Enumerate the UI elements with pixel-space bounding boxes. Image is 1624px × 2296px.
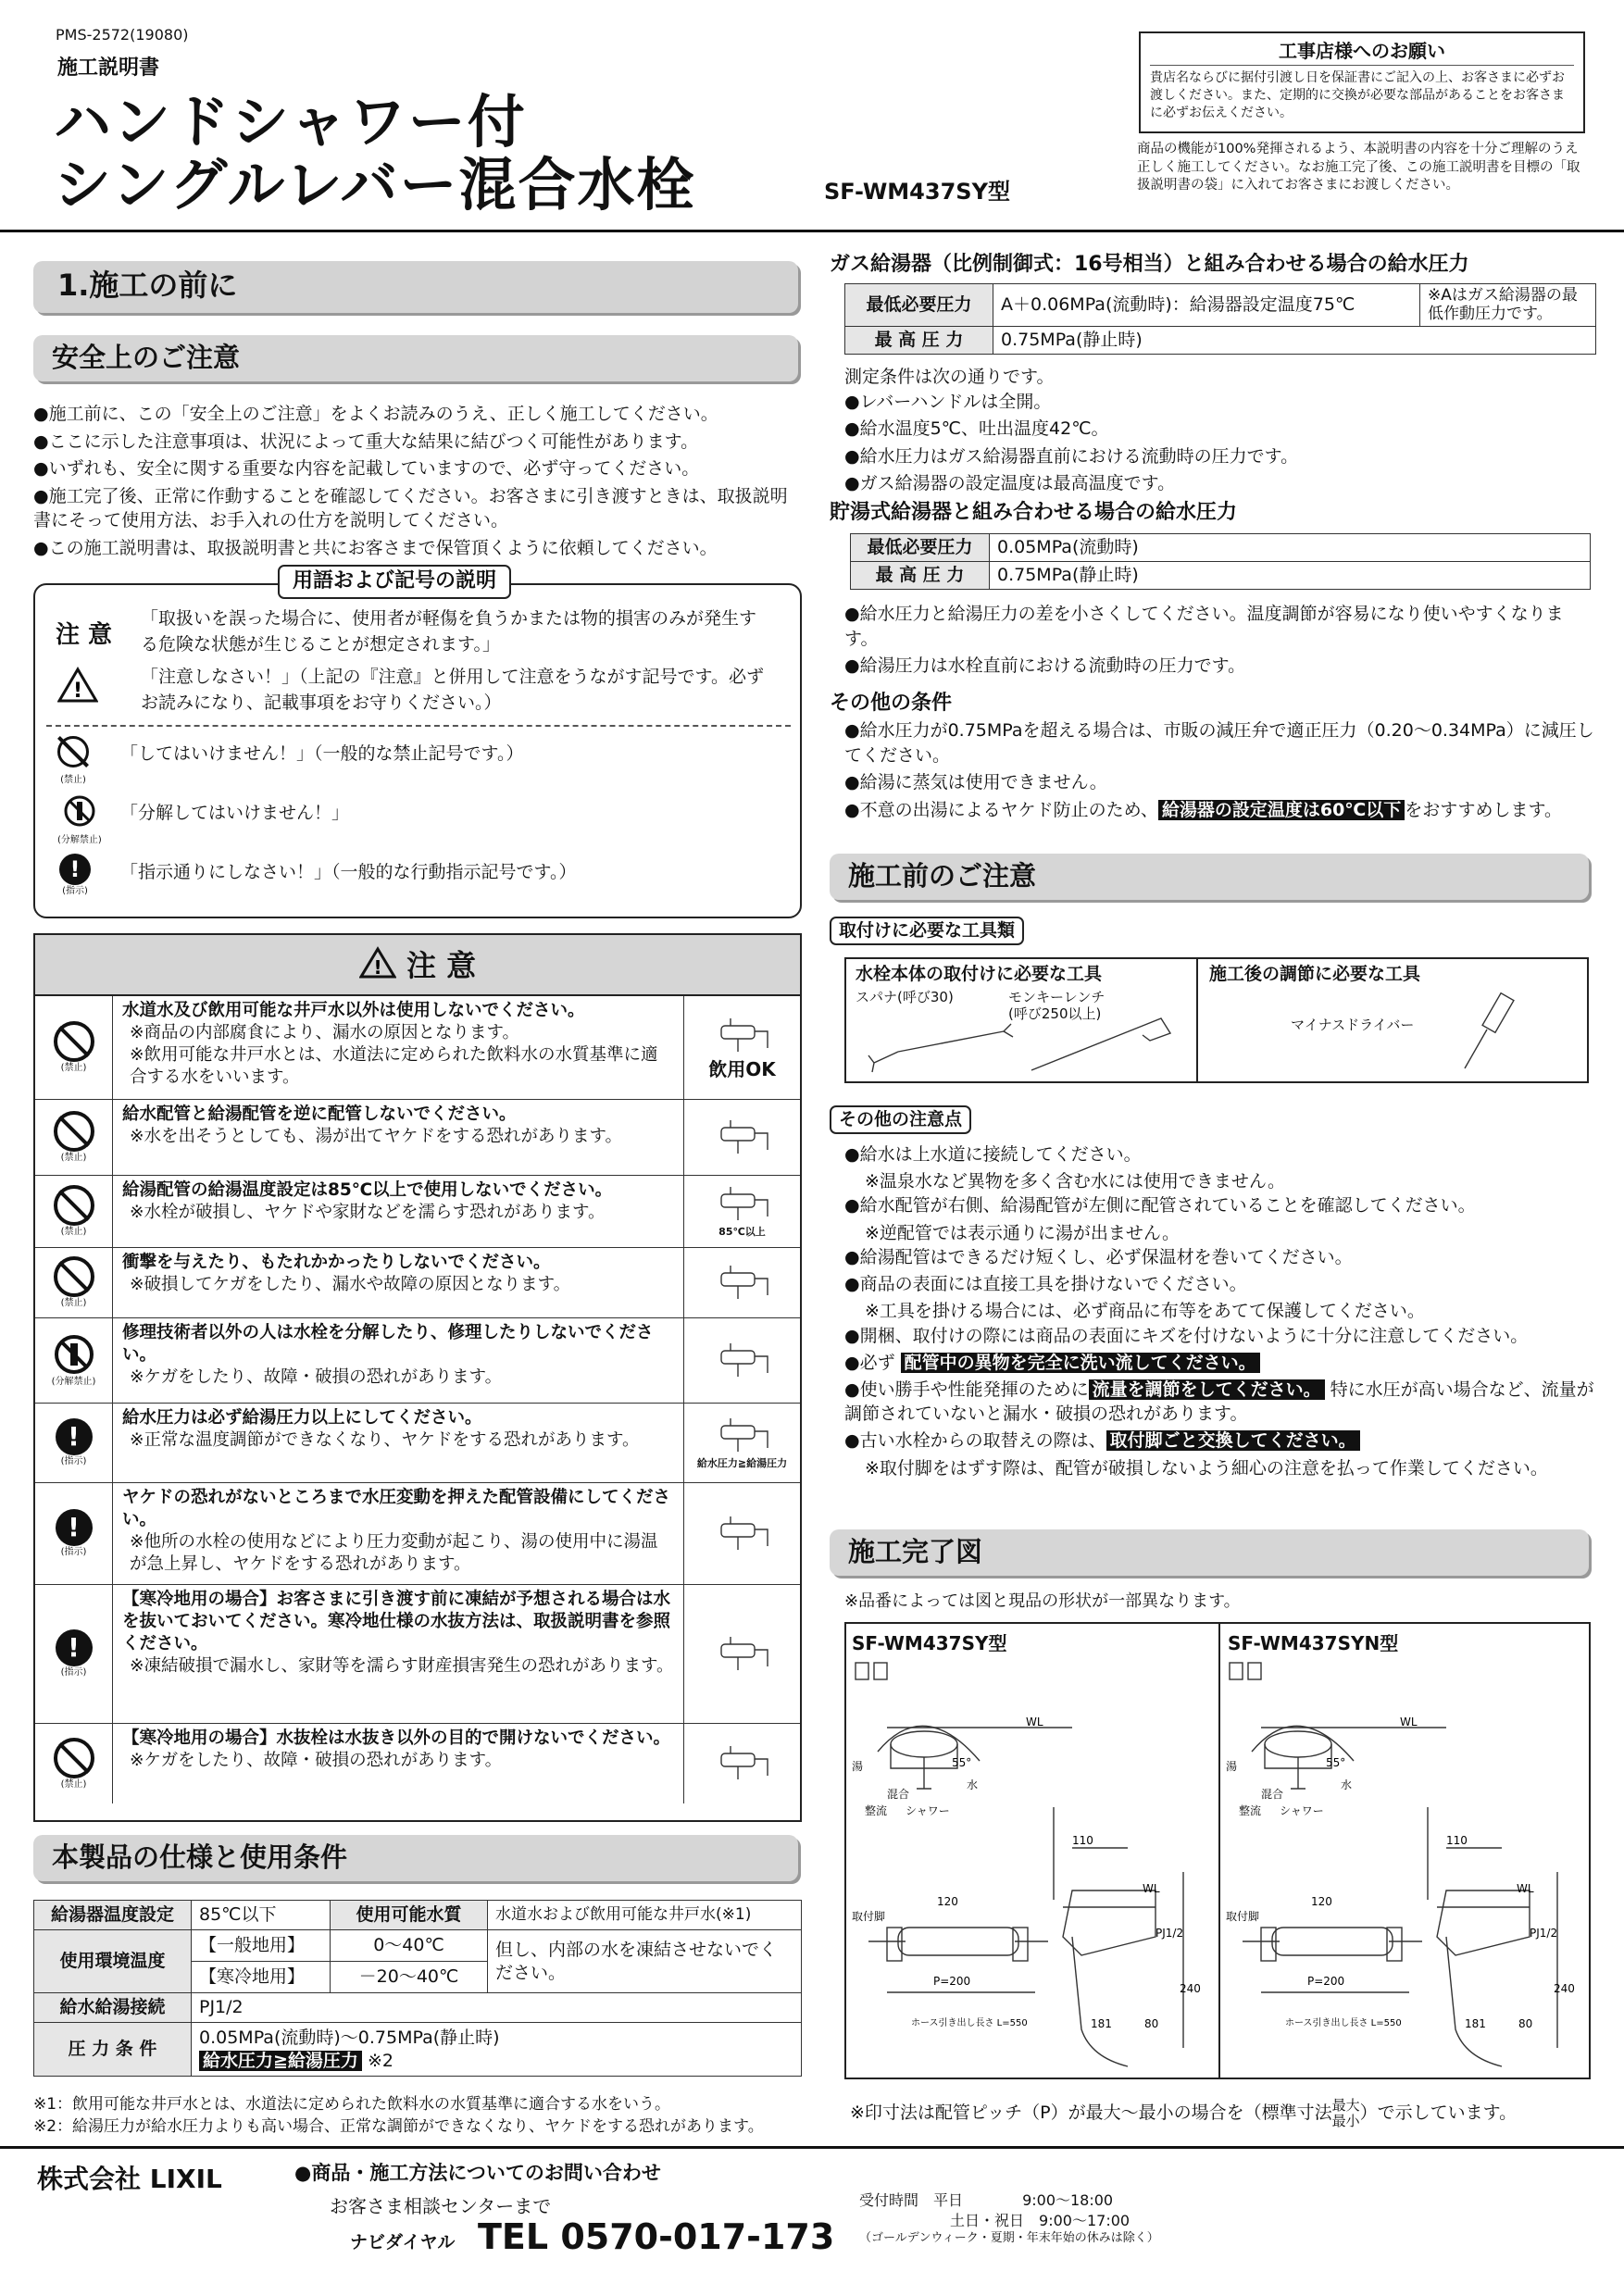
faucet-drawing xyxy=(850,1659,1218,2076)
faucet-illustration xyxy=(683,1404,800,1482)
text: ※印寸法は配管ピッチ（P）が最大～最小の場合を（標準寸法 xyxy=(850,2103,1332,2123)
caution-bold: 給湯配管の給湯温度設定は85℃以上で使用しないでください。 xyxy=(122,1180,613,1200)
faucet-drawing xyxy=(1224,1659,1593,2076)
dim-label: シャワー xyxy=(906,1804,950,1817)
dim-label: シャワー xyxy=(1280,1804,1324,1817)
doc-code: PMS-2572(19080) xyxy=(56,26,189,44)
request-box xyxy=(1139,31,1585,133)
other-cond-item: ● 給水圧力が0.75MPaを超える場合は、市販の減圧弁で適正圧力（0.20～0.34MPa）に減圧してください。 xyxy=(844,718,1594,767)
icon-caption: (指示) xyxy=(60,1667,87,1678)
instruct-icon: ! (指示) xyxy=(59,854,91,897)
caution-note: ※正常な温度調節ができなくなり、ヤケドをする恐れがあります。 xyxy=(130,1430,640,1451)
dim-label: 混合 xyxy=(887,1788,910,1801)
caution-word: 注 意 xyxy=(56,621,113,649)
highlight: 給湯器の設定温度は60℃以下 xyxy=(1158,800,1405,820)
note-sub: ※取付脚をはずす際は、配管が破損しないよう細心の注意を払って作業してください。 xyxy=(865,1457,1548,1479)
tools-tag: 取付けに必要な工具類 xyxy=(830,917,1024,945)
caution-bold: 水道水及び飲用可能な井戸水以外は使用しないでください。 xyxy=(122,1001,585,1020)
illustration-label: 給水圧力≧給湯圧力 xyxy=(696,1457,788,1470)
spec-heading: 本製品の仕様と使用条件 xyxy=(33,1835,798,1881)
completion-note: ※品番によっては図と現品の形状が一部異なります。 xyxy=(844,1591,1241,1611)
left-model: SF-WM437SY型 xyxy=(852,1632,1007,1654)
storage-note: ● 給水圧力と給湯圧力の差を小さくしてください。温度調節が容易になり使いやすくなります。 xyxy=(844,602,1594,651)
footer-divider xyxy=(0,2146,1624,2149)
prohibit-definition: 「してはいけません！」（一般的な禁止記号です。） xyxy=(120,743,524,764)
gas-max-value: 0.75MPa(静止時) xyxy=(993,327,1596,355)
pressure-range: 0.05MPa(流動時)～0.75MPa(静止時) xyxy=(199,2027,500,2048)
spec-cell: 圧 力 条 件 xyxy=(34,2023,192,2077)
hours-label: 受付時間 xyxy=(859,2191,919,2209)
request-note: 商品の機能が100%発揮されるよう、本説明書の内容を十分ご理解のうえ正しく施工してください。なお施工完了後、この施工説明書を目標の「取扱説明書の袋」に入れてお客さまにお渡しください。 xyxy=(1137,142,1580,193)
other-notes-list xyxy=(844,1142,1594,1480)
storage-heading: 貯湯式給湯器と組み合わせる場合の給水圧力 xyxy=(830,501,1238,524)
request-title: 工事店様へのお願い xyxy=(1150,39,1574,66)
storage-notes xyxy=(844,602,1594,681)
faucet-illustration xyxy=(683,1318,800,1403)
spec-cell: 85℃以下 xyxy=(192,1901,331,1930)
dim-label: 120 xyxy=(937,1895,958,1908)
spec-cell: 0～40℃ xyxy=(331,1930,488,1962)
dim-label: 取付脚 xyxy=(852,1910,886,1923)
dim-min: 最小 xyxy=(1331,2112,1360,2129)
completion-heading: 施工完了図 xyxy=(830,1529,1589,1576)
text: 使い勝手や性能発揮のために xyxy=(859,1379,1089,1400)
faucet-illustration xyxy=(683,1100,800,1175)
caution-note: ※破損してケガをしたり、漏水や故障の原因となります。 xyxy=(130,1275,571,1295)
dim-label: WL xyxy=(1143,1882,1160,1895)
dim-label: 240 xyxy=(1554,1982,1575,1995)
dim-label: 混合 xyxy=(1261,1788,1284,1801)
caution-note: ※ケガをしたり、故障・破損の恐れがあります。 xyxy=(130,1751,503,1771)
caution-note: ※水を出そうとしても、湯が出てヤケドをする恐れがあります。 xyxy=(130,1127,623,1147)
safety-item: ● いずれも、安全に関する重要な内容を記載していますので、必ず守ってください。 xyxy=(33,456,802,481)
caution-text xyxy=(113,1318,683,1403)
screwdriver-icon xyxy=(1439,987,1550,1079)
dim-label: WL xyxy=(1400,1716,1418,1728)
dim-label: 整流 xyxy=(1239,1804,1262,1817)
dim-label: 水 xyxy=(1341,1778,1353,1791)
dim-label: PJ1/2 xyxy=(1156,1927,1184,1940)
gas-cond: ● 給水圧力はガス給湯器直前における流動時の圧力です。 xyxy=(844,444,1298,469)
note-item xyxy=(844,1429,1594,1453)
note-sub: ※工具を掛ける場合には、必ず商品に布等をあてて保護してください。 xyxy=(865,1301,1425,1322)
highlight: 取付脚ごと交換してください。 xyxy=(1106,1430,1360,1451)
instruct-icon: ! (指示) xyxy=(35,1585,113,1723)
dim-label: 110 xyxy=(1446,1834,1468,1847)
caution-definition: 「取扱いを誤った場合に、使用者が軽傷を負うかまたは物的損害のみが発生する危険な状態が生じることが想定されます。」 xyxy=(141,608,757,655)
note-item: ● 給水配管が右側、給湯配管が左側に配管されていることを確認してください。 xyxy=(844,1193,1594,1217)
dim-label: 80 xyxy=(1518,2017,1533,2030)
gas-cond: ● レバーハンドルは全開。 xyxy=(844,390,1298,415)
gas-cond-intro: 測定条件は次の通りです。 xyxy=(844,367,1055,387)
tools-left-title: 水栓本体の取付けに必要な工具 xyxy=(856,964,1103,984)
dim-label: ホース引き出し長さ L=550 xyxy=(911,2018,1028,2028)
dim-label: 120 xyxy=(1311,1895,1332,1908)
company-name: 株式会社 LIXIL xyxy=(37,2164,222,2194)
navi-dial: ナビダイヤル xyxy=(350,2232,456,2252)
caution-text xyxy=(113,996,683,1099)
dim-label: 整流 xyxy=(865,1804,888,1817)
svg-text:!: ! xyxy=(373,956,382,979)
storage-max-value: 0.75MPa(静止時) xyxy=(990,562,1591,590)
caution-text xyxy=(113,1100,683,1175)
note-item: ● 給湯配管はできるだけ短くし、必ず保温材を巻いてください。 xyxy=(844,1245,1594,1269)
icon-caption: (禁止) xyxy=(60,1063,87,1073)
weekday-time: 9:00～18:00 xyxy=(1022,2191,1114,2209)
text: 必ず xyxy=(859,1352,895,1373)
caution-row xyxy=(35,996,800,1100)
dim-label: WL xyxy=(1517,1882,1534,1895)
spec-cell: －20～40℃ xyxy=(331,1962,488,1993)
dim-label: 取付脚 xyxy=(1226,1910,1260,1923)
faucet-illustration xyxy=(683,1483,800,1584)
pressure-cell xyxy=(192,2023,802,2077)
dim-max: 最大 xyxy=(1331,2097,1360,2114)
caution-bold: 【寒冷地用の場合】水抜栓は水抜き以外の目的で開けないでください。 xyxy=(122,1728,671,1748)
prohibit-caption: (禁止) xyxy=(60,774,86,785)
weekend-label: 土日・祝日 xyxy=(950,2211,1025,2229)
caution-row xyxy=(35,1404,800,1483)
spec-cell: 但し、内部の水を凍結させないでください。 xyxy=(488,1930,802,1993)
spec-cell: 【寒冷地用】 xyxy=(192,1962,331,1993)
text: 特に水圧が高い場合など、流量が調節されていないと漏水・破損の恐れがあります。 xyxy=(844,1379,1594,1425)
disassemble-definition: 「分解してはいけません！」 xyxy=(120,803,350,823)
note-item: ● 商品の表面には直接工具を掛けないでください。 xyxy=(844,1272,1594,1296)
caution-note: ※水栓が破損し、ヤケドや家財などを濡らす恐れがあります。 xyxy=(130,1203,606,1223)
pre-install-heading: 施工前のご注意 xyxy=(830,854,1589,900)
dim-label: 240 xyxy=(1180,1982,1201,1995)
instruct-definition: 「指示通りにしなさい！」（一般的な行動指示記号です。） xyxy=(120,862,577,882)
safety-item: ● 施工完了後、正常に作動することを確認してください。お客さまに引き渡すときは、取扱説明書にそって使用方法、お手入れの仕方を説明してください。 xyxy=(33,484,802,533)
caution-bold: 衝撃を与えたり、もたれかかったりしないでください。 xyxy=(122,1253,551,1272)
caution-row xyxy=(35,1483,800,1585)
triangle-definition: 「注意しなさい！」（上記の『注意』と併用して注意をうながす記号です。必ずお読みになり、記載事項をお守りください。） xyxy=(141,667,764,713)
gas-min-value: A＋0.06MPa(流動時)：給湯器設定温度75℃ xyxy=(993,284,1420,327)
faucet-illustration xyxy=(683,1585,800,1723)
gas-min-note: ※Aはガス給湯器の最低作動圧力です。 xyxy=(1420,284,1596,327)
completion-diagram-box xyxy=(844,1622,1591,2079)
caution-row xyxy=(35,1318,800,1404)
caution-text xyxy=(113,1248,683,1317)
tools-right-title: 施工後の調節に必要な工具 xyxy=(1209,964,1421,984)
warning-triangle-icon xyxy=(57,667,98,710)
prohibit-icon xyxy=(35,996,113,1099)
spec-cell: 使用可能水質 xyxy=(331,1901,488,1930)
safety-item: ● 施工前に、この「安全上のご注意」をよくお読みのうえ、正しく施工してください。 xyxy=(33,402,802,427)
spec-notes xyxy=(33,2094,811,2139)
dim-label: PJ1/2 xyxy=(1530,1927,1558,1940)
dimension-note xyxy=(850,2098,1517,2128)
prohibit-icon xyxy=(35,1176,113,1247)
note-item: ● 開梱、取付けの際には商品の表面にキズを付けないように十分に注意してください。 xyxy=(844,1324,1594,1348)
caution-row xyxy=(35,1248,800,1318)
text: 古い水栓からの取替えの際は、 xyxy=(859,1430,1106,1452)
safety-item: ● ここに示した注意事項は、状況によって重大な結果に結びつく可能性があります。 xyxy=(33,430,802,455)
spec-cell: 使用環境温度 xyxy=(34,1930,192,1993)
business-hours xyxy=(859,2190,1211,2247)
dim-label: 181 xyxy=(1091,2017,1112,2030)
title-line1: ハンドシャワー付 xyxy=(54,88,527,156)
tools-box xyxy=(844,957,1589,1083)
faucet-illustration xyxy=(683,1176,800,1247)
highlight: 配管中の異物を完全に洗い流してください。 xyxy=(901,1353,1260,1373)
gas-cond: ● ガス給湯器の設定温度は最高温度です。 xyxy=(844,471,1298,496)
icon-caption: (禁止) xyxy=(60,1153,87,1163)
dim-label: 110 xyxy=(1072,1834,1093,1847)
spec-cell: 水道水および飲用可能な井戸水(※1) xyxy=(488,1901,802,1930)
icon-caption: (禁止) xyxy=(60,1298,87,1308)
disassemble-icon xyxy=(57,794,102,846)
prohibit-icon xyxy=(35,1248,113,1317)
note-item: ● 給水は上水道に接続してください。 xyxy=(844,1142,1594,1167)
spec-note: ※1：飲用可能な井戸水とは、水道法に定められた飲料水の水質基準に適合する水をいう。 xyxy=(33,2095,671,2114)
caution-note: ※他所の水栓の使用などにより圧力変動が起こり、湯の使用中に湯温が急上昇し、ヤケドをする恐れがあります。 xyxy=(130,1532,658,1575)
spec-cell: 給水給湯接続 xyxy=(34,1993,192,2023)
caution-note: ※商品の内部腐食により、漏水の原因となります。 xyxy=(130,1023,520,1043)
prohibit-icon xyxy=(35,1100,113,1175)
page-title xyxy=(54,88,696,219)
center-line: お客さま相談センターまで xyxy=(330,2195,552,2217)
spec-note: ※2：給湯圧力が給水圧力よりも高い場合、正常な調節ができなくなり、ヤケドをする恐れがあります。 xyxy=(33,2116,764,2136)
note-sub: ※温泉水など異物を多く含む水には使用できません。 xyxy=(865,1171,1286,1192)
dim-label: 湯 xyxy=(1226,1760,1238,1773)
faucet-illustration xyxy=(683,1724,800,1803)
dim-label: 55° xyxy=(952,1756,972,1769)
note-item xyxy=(844,1351,1594,1375)
gas-conditions xyxy=(844,365,1298,499)
holiday-note: （ゴールデンウィーク・夏期・年末年始の休みは除く） xyxy=(859,2231,1159,2246)
header-divider xyxy=(0,230,1624,232)
caution-text xyxy=(113,1404,683,1482)
disassemble-icon xyxy=(35,1318,113,1403)
caution-note: ※飲用可能な井戸水とは、水道法に定められた飲料水の水質基準に適合する水をいいます。 xyxy=(130,1045,658,1088)
wrench-icon xyxy=(865,1015,1180,1079)
terms-title: 用語および記号の説明 xyxy=(278,565,511,599)
right-model: SF-WM437SYN型 xyxy=(1228,1632,1399,1654)
weekday-label: 平日 xyxy=(933,2191,964,2209)
storage-table xyxy=(850,533,1591,590)
caution-row xyxy=(35,1585,800,1724)
caution-row xyxy=(35,1100,800,1176)
caution-table-title: 注 意 xyxy=(406,948,477,983)
other-notes-tag: その他の注意点 xyxy=(830,1105,971,1134)
icon-caption: (禁止) xyxy=(60,1778,87,1790)
icon-caption: (指示) xyxy=(60,1547,87,1557)
doc-type: 施工説明書 xyxy=(57,56,160,80)
other-cond-item xyxy=(844,798,1594,823)
svg-text:!: ! xyxy=(72,680,83,703)
gas-min-label: 最低必要圧力 xyxy=(845,284,993,327)
icon-caption: (分解禁止) xyxy=(51,1377,96,1387)
storage-max-label: 最 高 圧 力 xyxy=(851,562,990,590)
text: をおすすめします。 xyxy=(1405,799,1562,820)
pressure-rule: 給水圧力≧給湯圧力 xyxy=(199,2051,362,2071)
dim-label: WL xyxy=(1026,1716,1043,1728)
terms-divider xyxy=(46,725,791,727)
phone-number: TEL 0570-017-173 xyxy=(478,2216,835,2257)
dim-label: 181 xyxy=(1465,2017,1486,2030)
spec-cell: 給湯器温度設定 xyxy=(34,1901,192,1930)
spanner-label: スパナ(呼び30) xyxy=(856,989,954,1005)
caution-text xyxy=(113,1176,683,1247)
caution-note: ※ケガをしたり、故障・破損の恐れがあります。 xyxy=(130,1367,503,1388)
caution-bold: 給水圧力は必ず給湯圧力以上にしてください。 xyxy=(122,1408,482,1428)
caution-row xyxy=(35,1176,800,1248)
model-number: SF-WM437SY型 xyxy=(824,179,1010,205)
caution-note: ※凍結破損で漏水し、家財等を濡らす財産損害発生の恐れがあります。 xyxy=(130,1656,674,1677)
other-cond-heading: その他の条件 xyxy=(830,692,953,715)
disassemble-caption: (分解禁止) xyxy=(57,834,102,845)
faucet-illustration xyxy=(683,1248,800,1317)
gas-table xyxy=(844,283,1596,355)
prohibit-icon xyxy=(35,1724,113,1803)
caution-bold: 給水配管と給湯配管を逆に配管しないでください。 xyxy=(122,1104,517,1124)
caution-rows xyxy=(35,996,800,1803)
dim-label: P=200 xyxy=(1307,1975,1345,1988)
spec-cell: PJ1/2 xyxy=(192,1993,802,2023)
note-sub: ※逆配管では表示通りに湯が出ません。 xyxy=(865,1222,1181,1243)
caution-text xyxy=(113,1483,683,1584)
dim-label: 80 xyxy=(1144,2017,1159,2030)
note-item xyxy=(844,1378,1594,1426)
caution-bold: 【寒冷地用の場合】お客さまに引き渡す前に凍結が予想される場合は水を抜いておいてください。寒冷地仕様の水抜方法は、取扱説明書を参照ください。 xyxy=(122,1590,671,1654)
monkey-wrench-label: モンキーレンチ(呼び250以上) xyxy=(1008,989,1106,1022)
illustration-label: 飲用OK xyxy=(708,1057,776,1080)
contact-line: ●商品・施工方法についてのお問い合わせ xyxy=(294,2162,661,2184)
faucet-illustration xyxy=(683,996,800,1099)
instruct-caption: (指示) xyxy=(62,886,88,896)
safety-item: ● この施工説明書は、取扱説明書と共にお客さまで保管頂くように依頼してください。 xyxy=(33,536,802,561)
caution-table xyxy=(33,933,802,1822)
gas-max-label: 最 高 圧 力 xyxy=(845,327,993,355)
safety-heading: 安全上のご注意 xyxy=(33,335,798,381)
gas-cond: ● 給水温度5℃、吐出温度42℃。 xyxy=(844,417,1298,442)
dim-label: 湯 xyxy=(852,1760,864,1773)
storage-note: ● 給湯圧力は水栓直前における流動時の圧力です。 xyxy=(844,654,1594,679)
storage-min-value: 0.05MPa(流動時) xyxy=(990,534,1591,562)
instruct-icon: ! (指示) xyxy=(35,1483,113,1584)
driver-label: マイナスドライバー xyxy=(1291,1017,1415,1033)
caution-text xyxy=(113,1724,683,1803)
caution-row xyxy=(35,1724,800,1803)
other-cond-item: ● 給湯に蒸気は使用できません。 xyxy=(844,770,1594,795)
dim-label: P=200 xyxy=(933,1975,971,1988)
request-body: 貴店名ならびに据付引渡し日を保証書にご記入の上、お客さまに必ずお渡しください。また、定期的に交換が必要な部品があることをお客さまに必ずお伝えください。 xyxy=(1150,70,1565,120)
illustration-label: 85℃以上 xyxy=(718,1226,766,1239)
spec-cell: 【一般地用】 xyxy=(192,1930,331,1962)
caution-text xyxy=(113,1585,683,1723)
dim-label: 水 xyxy=(967,1778,979,1791)
safety-list xyxy=(33,402,802,564)
caution-bold: ヤケドの恐れがないところまで水圧変動を押えた配管設備にしてください。 xyxy=(122,1488,671,1530)
text: ）で示しています。 xyxy=(1359,2103,1518,2123)
storage-min-label: 最低必要圧力 xyxy=(851,534,990,562)
caution-table-header xyxy=(35,935,800,996)
icon-caption: (禁止) xyxy=(60,1227,87,1237)
highlight: 流量を調節をしてください。 xyxy=(1089,1379,1325,1400)
pressure-ref: ※2 xyxy=(367,2050,394,2071)
spec-table xyxy=(33,1900,802,2077)
title-line2: シングルレバー混合水栓 xyxy=(54,151,696,219)
instruct-icon: ! (指示) xyxy=(35,1404,113,1482)
dim-label: 55° xyxy=(1326,1756,1346,1769)
section-before-install: 1.施工の前に xyxy=(33,261,798,313)
gas-heading: ガス給湯器（比例制御式：16号相当）と組み合わせる場合の給水圧力 xyxy=(830,253,1469,276)
caution-bold: 修理技術者以外の人は水栓を分解したり、修理したりしないでください。 xyxy=(122,1323,654,1366)
other-cond-list xyxy=(844,718,1594,825)
icon-caption: (指示) xyxy=(60,1456,87,1466)
prohibit-icon xyxy=(57,736,89,786)
text: 不意の出湯によるヤケド防止のため、 xyxy=(859,799,1158,820)
dim-label: ホース引き出し長さ L=550 xyxy=(1285,2018,1402,2028)
weekend-time: 9:00～17:00 xyxy=(1039,2211,1131,2229)
